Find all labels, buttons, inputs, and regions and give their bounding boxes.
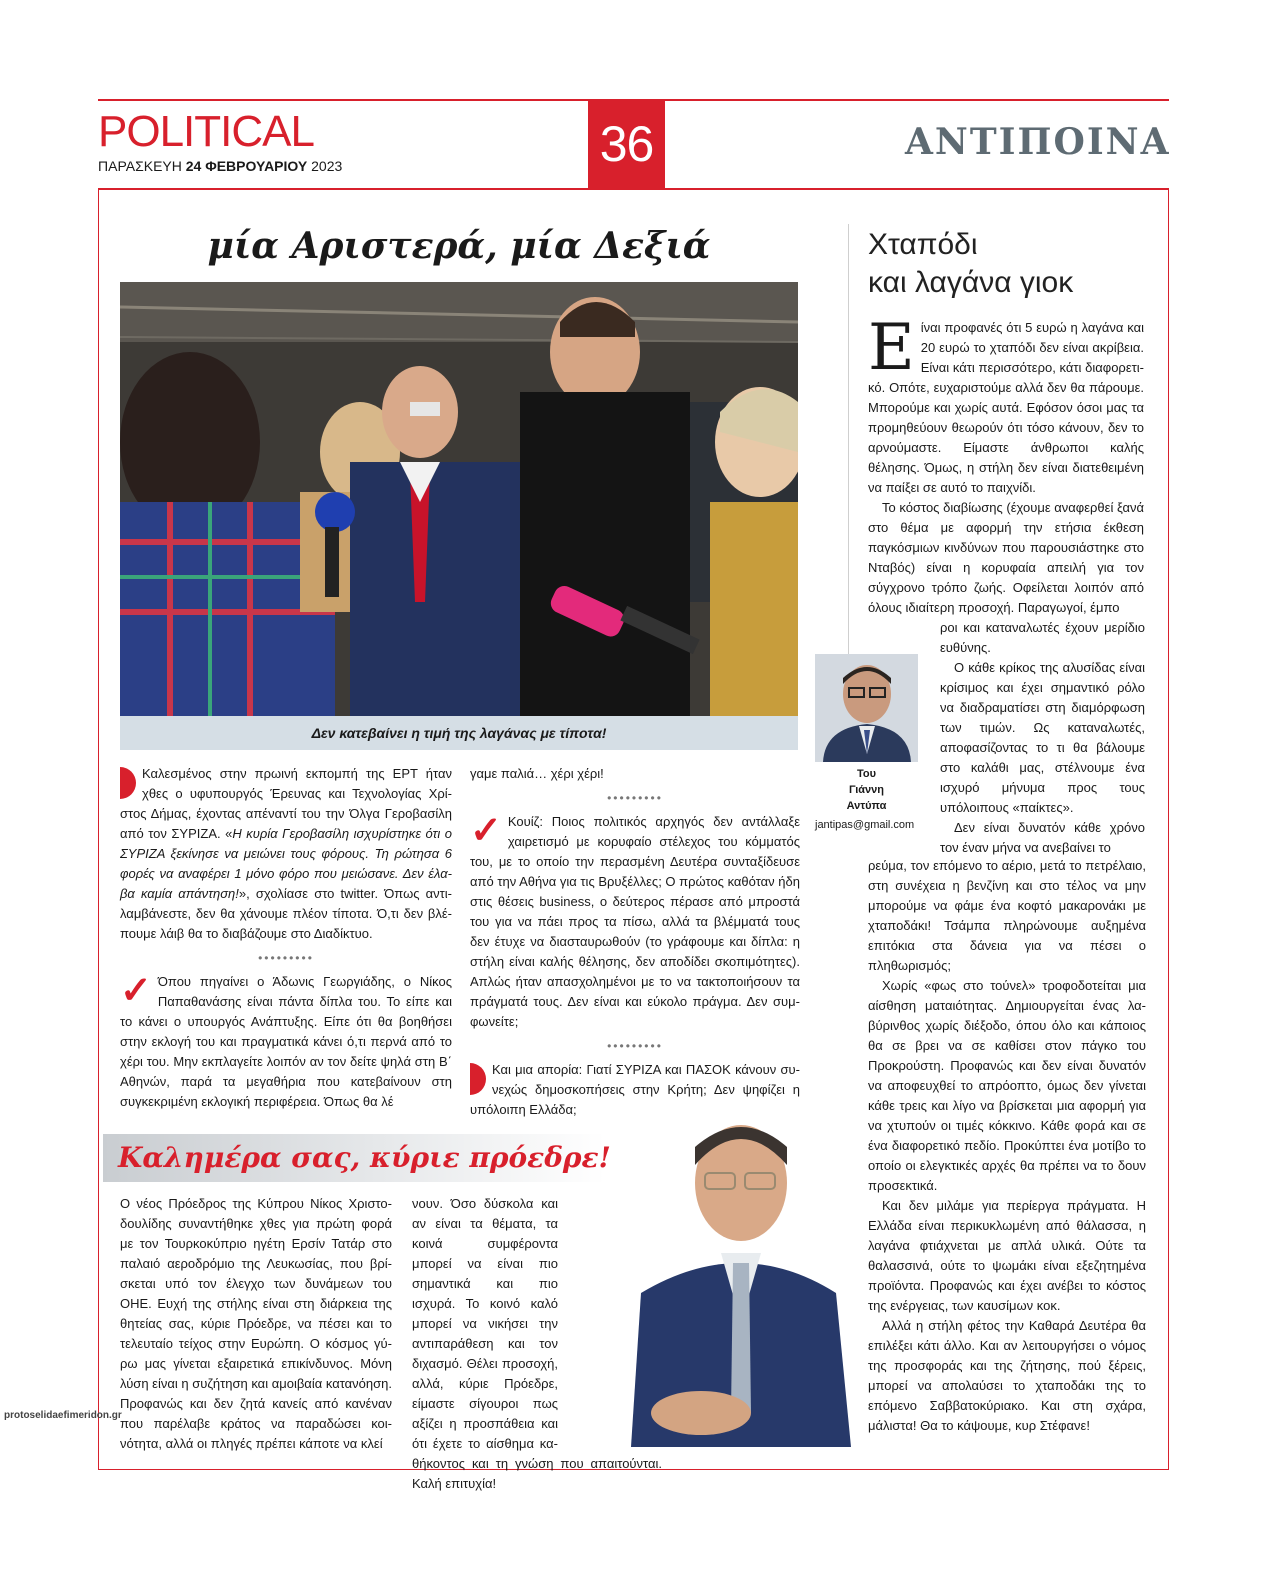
side-title-line-1: Χταπόδι <box>868 228 978 261</box>
section-title: ΑΝΤΙΠΟΙΝΑ <box>905 121 1171 163</box>
main-column-1 <box>120 764 452 1112</box>
item-quiz <box>470 812 800 1032</box>
side-paragraph-2: Το κόστος διαβίωσης (έχουμε αναφερθεί ξανά στο θέμα με αφορμή την ετήσια έκθεση παγκόσμιων κινδύνων που παρουσιάστηκε στο Νταβός) είναι η κορυφαία απειλή για τον σύγχρονο τρόπο ζωής. Οφείλεται λοιπόν από όλους ιδιαίτερη προσοχή. Παραγωγοί, έμπο <box>868 500 1144 615</box>
text-ert-1: Καλεσμένος στην πρωινή εκπομπή της ΕΡΤ ήταν χθες ο υφυπουργός Έρευνας και Τεχνολογίας Χρίστος Δήμας, έχοντας απέναντί του την Όλγα Γεροβασίλη από τον ΣΥΡΙΖΑ. « <box>120 766 452 841</box>
item-polls <box>470 1060 800 1120</box>
side-divider <box>848 224 849 664</box>
author-byline <box>815 766 918 814</box>
date-bold: 24 ΦΕΒΡΟΥΑΡΙΟΥ <box>185 158 308 174</box>
side-paragraph-7: Αλλά η στήλη φέτος την Καθαρά Δευτέρα θα επιλέξει κάτι άλλο. Και αν λειτουργήσει ο νόμος της προσφοράς και της ζήτησης, πού ξέρεις, μπορεί να απολαύσει το χταποδάκι της το επόμενο Σαββατοκύριακο. Και στη σχάρα, μάλιστα! Θα το κάψουμε, κυρ Στέφανε! <box>868 1318 1146 1433</box>
side-title-line-2: και λαγάνα γιοκ <box>868 266 1074 299</box>
item-ert-interview <box>120 764 452 944</box>
side-paragraph-3: Ο κάθε κρίκος της αλυσίδας είναι κρίσιμος και έχει σημαντικό ρόλο να διαδραματίσει στη διαμόρφωση των τιμών. Ως καταναλωτές, αποφασίζοντας το τι θα βάλουμε στο καλάθι μας, στέλνουμε ένα ισχυρό μήνυμα προς τους υπόλοιπους «παίκτες». <box>940 660 1145 815</box>
issue-date <box>98 158 342 174</box>
separator-dots: ••••••••• <box>607 1039 663 1053</box>
author-photo <box>815 654 918 762</box>
drop-cap: Ε <box>868 311 915 385</box>
text-polls: Και μια απορία: Γιατί ΣΥΡΙΖΑ και ΠΑΣΟΚ κάνουν συνεχώς δημοσκοπήσεις στην Κρήτη; Δεν ψηφίζει η υπόλοιπη Ελλάδα; <box>470 1062 800 1117</box>
text-georgiadis: Όπου πηγαίνει ο Άδωνις Γεωργιάδης, ο Νίκος Παπαθανάσης είναι πάντα δίπλα του. Το είπε και το κάνει ο υπουργός Ανάπτυξης. Είπε ότι θα βοηθήσει στην εκλογή του και πραγματικά κάνει ό,τι περνά από το χέρι του. Μην εκπλαγείτε λοιπόν αν τον δείτε ψηλά στη Β΄ Αθηνών, παρά τα μεγαθήρια που κατεβαίνουν στη συγκεκριμένη εκλογική περιφέρεια. Όπως θα λέ <box>120 974 452 1109</box>
side-column-bottom <box>868 856 1146 1436</box>
main-photo <box>120 282 798 716</box>
date-year: 2023 <box>311 158 343 174</box>
text-ert-2: », σχολίασε στο twitter. Όπως αντιλαμβάνεστε, δεν θα χάνουμε πλέον τίποτα. Ό,τι δεν βλέπουμε λάιβ θα το διαβάζουμε στο Διαδίκτυο. <box>120 886 452 941</box>
date-day: ΠΑΡΑΣΚΕΥΗ <box>98 158 182 174</box>
side-paragraph-5: Χωρίς «φως στο τούνελ» τροφοδοτείται μια αίσθηση ματαιότητας. Δημιουργείται ένας λαβύρινθος χωρίς διέξοδο, όπου όλο και κάποιος θα σε βρει να σε καθίσει στον πάγκο του Προκρούστη. Προφανώς και δεν είναι δυνατόν να αποφευχθεί το απρόοπτο, όμως δεν γίνεται κάθε τρεις και λίγο να βρίσκεται μια αφορμή για να χτυπούν οι τιμές κόκκινο. Κάθε φορά και σε ένα διαφορετικό πεδίο. Προκύπτει ένα μοτίβο το οποίο οι ελεγκτικές αρχές θα πρέπει να το δουν προσεκτικά. <box>868 978 1146 1193</box>
side-paragraph-4: ρεύμα, τον επόμενο το αέριο, μετά το πετρέλαιο, στη συνέχεια η βενζίνη και στο τέλος να μην μπορούμε να φάμε ένα κοφτό μακαρονάκι με χταποδάκι! Τσάμπα πληρώνουμε αυξημένα επιτόκια στα δάνεια για να πέσει ο πληθωρισμός; <box>868 858 1146 973</box>
text-quiz: Κουίζ: Ποιος πολιτικός αρχηγός δεν αντάλλαξε χαιρετισμό με κορυφαίο στέλεχος του κόμματός του, με το οποίο την περασμένη Δευτέρα συνταξίδευσε από την Αθήνα για τις Βρυξέλλες; Ο πρώτος καθόταν ήδη στις θέσεις business, ο δεύτερος πέρασε από μπροστά του για να πάει προς τα πίσω, αλλά τα βλέμματά τους δεν έτυχε να διασταυρωθούν (το γράφουμε και δίπλα: η στήλη είναι καλής θέλησης, δεν αποδίδει σκοπιμότητες). Απλώς ήταν απασχολημένοι με το να τακτοποιήσουν τα πράγματά τους. Δεν είναι και εύκολο πράγμα. Δεν συμφωνείτε; <box>470 814 800 1029</box>
side-article-title <box>868 226 1073 302</box>
separator-dots: ••••••••• <box>607 791 663 805</box>
red-d-marker-icon <box>470 1063 486 1095</box>
side-paragraph-4a: Δεν είναι δυνατόν κάθε χρόνο τον έναν μήνα να ανεβαίνει το <box>940 820 1145 855</box>
red-d-marker-icon <box>120 767 136 799</box>
page-number: 36 <box>588 100 665 188</box>
author-first-name: Γιάννη <box>848 784 885 796</box>
column-headline: μία Αριστερά, μία Δεξιά <box>207 225 711 267</box>
text-continuation: γαμε παλιά… χέρι χέρι! <box>470 766 604 781</box>
photo-caption: Δεν κατεβαίνει η τιμή της λαγάνας με τίποτα! <box>120 716 798 750</box>
bottom-banner-title: Καλημέρα σας, κύριε πρόεδρε! <box>118 1141 611 1174</box>
side-paragraph-1 <box>868 311 1144 498</box>
item-georgiadis <box>120 972 452 1112</box>
bottom-column-1: Ο νέος Πρόεδρος της Κύπρου Νίκος Χριστοδουλίδης συναντήθηκε χθες για πρώτη φορά με τον Τουρκοκύπριο ηγέτη Ερσίν Τατάρ στο παλαιό αεροδρόμιο της Λευκωσίας, που βρίσκεται υπό τον έλεγχο των δυνάμεων του ΟΗΕ. Ευχή της στήλης είναι στη διάρκεια της θητείας σας, κύριε Πρόεδρε, να πέσει και το τελευταίο τείχος στην Ευρώπη. Ο κόσμος γύρω μας γίνεται εξαιρετικά επικίνδυνος. Μόνη λύση είναι η συζήτηση και αμοιβαία κατανόηση. Προφανώς και δεν ζητά κανείς από κανέναν που παρέλαβε κράτος να παραδώσει κοινότητα, αλλά οι πληγές πρέπει κάποτε να κλεί <box>120 1196 392 1451</box>
side-paragraph-2b: ροι και καταναλωτές έχουν μερίδιο ευθύνης. <box>940 620 1145 655</box>
author-email[interactable]: jantipas@gmail.com <box>815 819 915 831</box>
separator-dots: ••••••••• <box>258 951 314 965</box>
bottom-column-2-body: νουν. Όσο δύσκολα και αν είναι τα θέματα, τα κοινά συμφέροντα μπορεί να είναι πιο σημαντικά και πιο ισχυρά. Το κοινό καλό μπορεί να νικήσει την αντιπαράθεση και τον διχασμό. Θέλει προσοχή, αλλά, κύριε Πρόεδρε, είμαστε σίγουροι πως αξίζει η προσπάθεια και ότι έχετε το αίσθημα καθήκοντος και τη γνώση που απαιτούνται. Καλή επιτυχία! <box>412 1196 662 1491</box>
side-text-1: ίναι προφανές ότι 5 ευρώ η λαγάνα και 20 ευρώ το χταπόδι δεν είναι ακρίβεια. Είναι κάτι περισσότερο, κάτι διαφορετικό. Οπότε, ευχαριστούμε αλλά δεν θα πάρουμε. Μπορούμε και χωρίς αυτά. Εφόσον όσοι μας τα προμηθεύουν θεωρούν ότι τόσο κάνουν, δεν το αρνούμαστε. Είμαστε άνθρωποι καλής θέλησης. Όμως, η στήλη δεν είναι διατεθειμένη να παίξει σε αυτό το παιχνίδι. <box>868 320 1144 495</box>
author-last-name: Αντύπα <box>846 800 887 812</box>
check-mark-icon: ✓ <box>120 970 152 1012</box>
president-photo <box>611 1113 858 1447</box>
check-mark-icon: ✓ <box>470 810 502 852</box>
author-byline-prefix: Του <box>856 768 877 780</box>
newspaper-brand: POLITICAL <box>98 107 314 156</box>
side-column-top <box>868 311 1144 618</box>
source-watermark: protoselidaefimeridon.gr <box>4 1410 122 1421</box>
text-ert-quote: Η κυρία Γεροβασίλη ισχυρίστηκε ότι ο ΣΥΡΙΖΑ ξεκίνησε να μειώνει τους φόρους. Τη ρώτησα 6 φορές να αναφέρει 1 μόνο φόρο που μειώσανε. Δεν έλαβα καμία απάντηση! <box>120 826 452 901</box>
main-column-2 <box>470 764 800 1120</box>
side-column-wrap <box>940 618 1145 858</box>
side-paragraph-6: Και δεν μιλάμε για περίεργα πράγματα. Η Ελλάδα είναι περικυκλωμένη από θάλασσα, η λαγάνα φτιάχνεται με απλά υλικά. Ούτε τα θαλασσινά, ούτε το ψωμάκι είναι εξεζητημένα προϊόντα. Προφανώς και έχει ανέβει το κόστος της ενέργειας, των καυσίμων κοκ. <box>868 1198 1146 1313</box>
